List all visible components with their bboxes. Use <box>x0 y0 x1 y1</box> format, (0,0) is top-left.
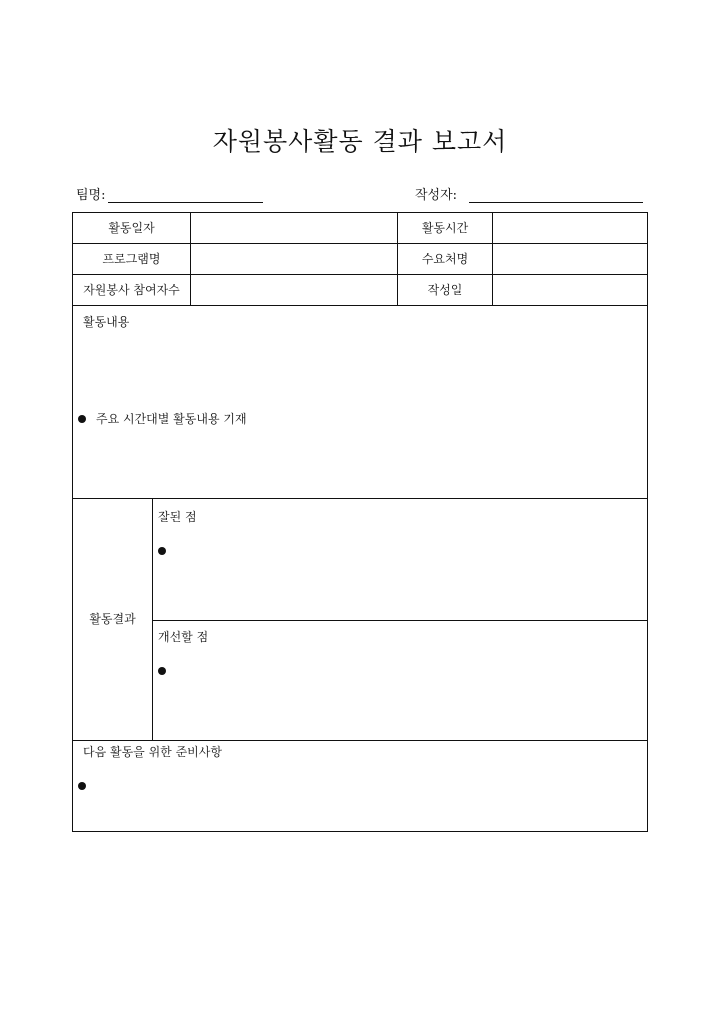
activity-content-bullet <box>78 410 247 427</box>
row-divider <box>152 620 647 621</box>
row-divider <box>73 305 647 306</box>
writer-label: 작성자: <box>415 188 458 203</box>
report-form <box>72 212 648 832</box>
written-date-field[interactable] <box>493 276 647 305</box>
client-name-label: 수요처명 <box>421 252 469 266</box>
writer-row <box>415 184 643 203</box>
document-title: 자원봉사활동 결과 보고서 <box>212 127 508 156</box>
good-points-label: 잘된 점 <box>158 510 197 524</box>
activity-content-bullet-text: 주요 시간대별 활동내용 기재 <box>96 412 247 426</box>
activity-time-field[interactable] <box>493 214 647 243</box>
team-name-label: 팀명: <box>76 188 106 203</box>
activity-content-label: 활동내용 <box>83 315 130 329</box>
activity-time-label: 활동시간 <box>421 221 469 235</box>
activity-date-label: 활동일자 <box>108 221 155 235</box>
team-name-row <box>76 184 263 203</box>
client-name-field[interactable] <box>493 245 647 274</box>
program-name-field[interactable] <box>191 245 397 274</box>
activity-result-label: 활동결과 <box>89 612 136 626</box>
row-divider <box>73 740 647 741</box>
team-name-field[interactable] <box>108 188 263 203</box>
activity-date-field[interactable] <box>191 214 397 243</box>
participants-field[interactable] <box>191 276 397 305</box>
participants-label: 자원봉사 참여자수 <box>83 283 180 297</box>
bullet-icon <box>78 782 86 790</box>
row-divider <box>73 498 647 499</box>
bullet-icon <box>78 415 86 423</box>
row-divider <box>73 274 647 275</box>
next-activity-label: 다음 활동을 위한 준비사항 <box>83 745 222 759</box>
bullet-icon <box>158 667 166 675</box>
program-name-label: 프로그램명 <box>102 252 161 266</box>
column-divider <box>152 498 153 740</box>
row-divider <box>73 243 647 244</box>
bullet-icon <box>158 547 166 555</box>
written-date-label: 작성일 <box>427 283 463 297</box>
improvements-label: 개선할 점 <box>158 630 209 644</box>
writer-field[interactable] <box>469 188 643 203</box>
